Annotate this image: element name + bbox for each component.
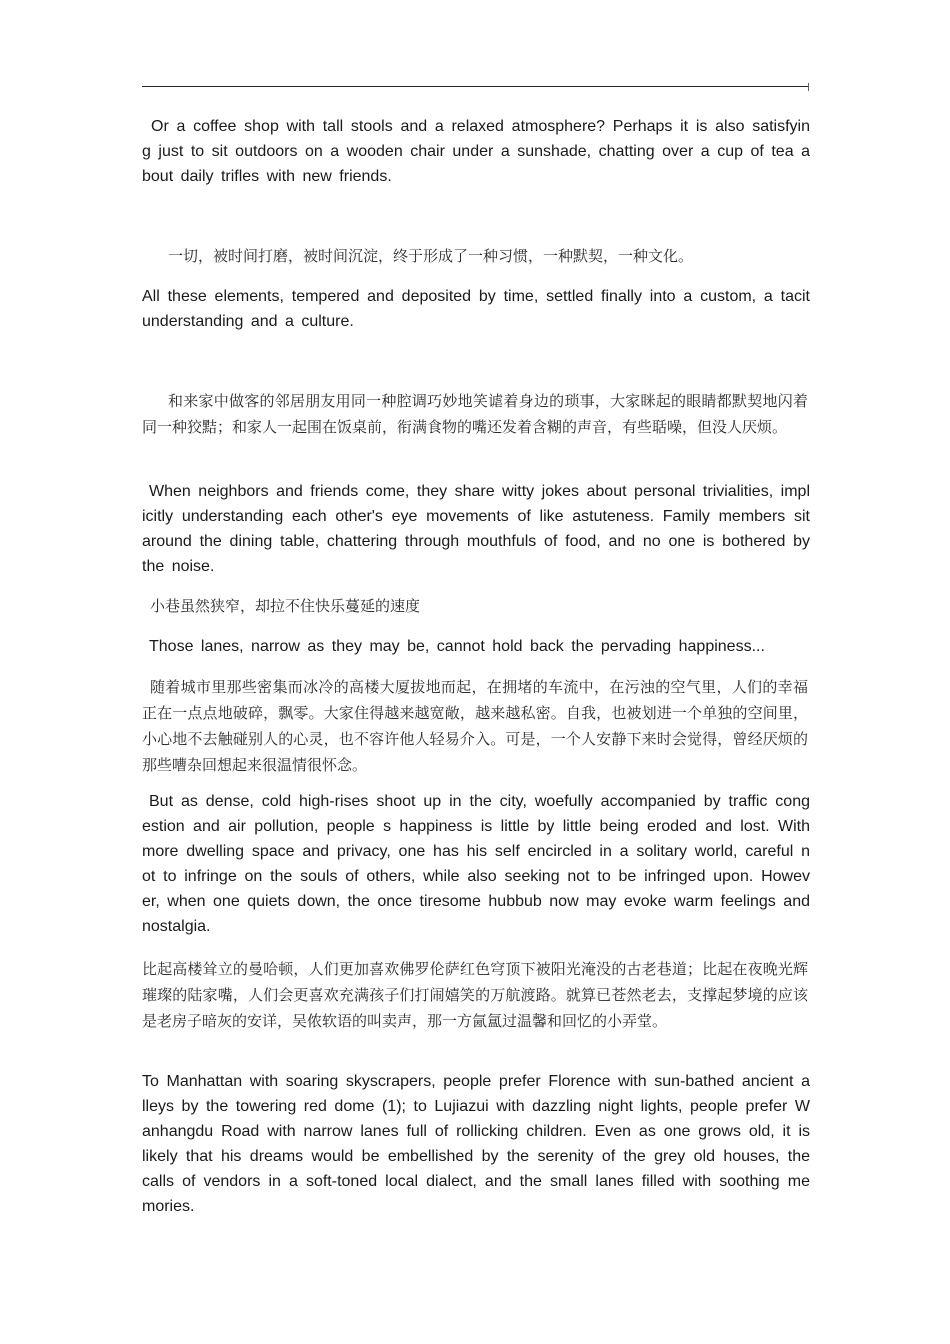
paragraph-zh-high-rises: 随着城市里那些密集而冰冷的高楼大厦拔地而起，在拥堵的车流中，在污浊的空气里，人们的幸福正在一点点地破碎，飘零。大家住得越来越宽敞，越来越私密。自我，也被划进一个单独的空间里，小心地不去触碰别人的心灵，也不容许他人轻易介入。可是，一个人安静下来时会觉得，曾经厌烦的那些嘈杂回想起来很温情很怀念。 <box>142 678 808 774</box>
paragraph-zh-culture: 一切，被时间打磨，被时间沉淀，终于形成了一种习惯，一种默契，一种文化。 <box>168 247 694 265</box>
paragraph-en-high-rises: But as dense, cold high-rises shoot up in the city, woefully accompanied by traffic congestion and air pollution, people s happiness is little by little being eroded and lost. With more dwelling space and privacy, one has his self encircled in a solitary world, careful not to infringe on the souls of others, while also seeking not to be infringed upon. However, when one quiets down, the once tiresome hubbub now may evoke warm feelings and nostalgia. <box>142 793 810 935</box>
paragraph-en-coffee-shop: Or a coffee shop with tall stools and a relaxed atmosphere? Perhaps it is also satisfying just to sit outdoors on a wooden chair under a sunshade, chatting over a cup of tea about daily trifles with new friends. <box>142 118 810 185</box>
paragraph-zh-lanes: 小巷虽然狭窄，却拉不住快乐蔓延的速度 <box>150 597 421 615</box>
paragraph-zh-manhattan: 比起高楼耸立的曼哈顿，人们更加喜欢佛罗伦萨红色穹顶下被阳光淹没的古老巷道；比起在夜晚光辉璀璨的陆家嘴，人们会更喜欢充满孩子们打闹嬉笑的万航渡路。就算已苍然老去，支撑起梦境的应该是老房子暗灰的安详，吴侬软语的叫卖声，那一方氤氲过温馨和回忆的小弄堂。 <box>142 960 808 1030</box>
paragraph-en-neighbors: When neighbors and friends come, they share witty jokes about personal trivialities, implicitly understanding each other's eye movements of like astuteness. Family members sit around the dining table, chattering through mouthfuls of food, and no one is bothered by the noise. <box>142 483 810 575</box>
header-rule <box>142 86 808 87</box>
paragraph-zh-neighbors: 和来家中做客的邻居朋友用同一种腔调巧妙地笑谑着身边的琐事，大家眯起的眼睛都默契地闪着同一种狡黠；和家人一起围在饭桌前，衔满食物的嘴还发着含糊的声音，有些聒噪，但没人厌烦。 <box>142 392 808 436</box>
paragraph-en-manhattan: To Manhattan with soaring skyscrapers, people prefer Florence with sun-bathed ancient alleys by the towering red dome (1); to Lujiazui with dazzling night lights, people prefer Wanhangdu Road with narrow lanes full of rollicking children. Even as one grows old, it is likely that his dreams would be embellished by the serenity of the grey old houses, the calls of vendors in a soft-toned local dialect, and the small lanes filled with soothing memories. <box>142 1073 810 1215</box>
header-rule-tick <box>808 83 809 91</box>
paragraph-en-lanes: Those lanes, narrow as they may be, cannot hold back the pervading happiness... <box>149 638 765 655</box>
paragraph-en-culture: All these elements, tempered and deposited by time, settled finally into a custom, a tacit understanding and a culture. <box>142 288 810 330</box>
